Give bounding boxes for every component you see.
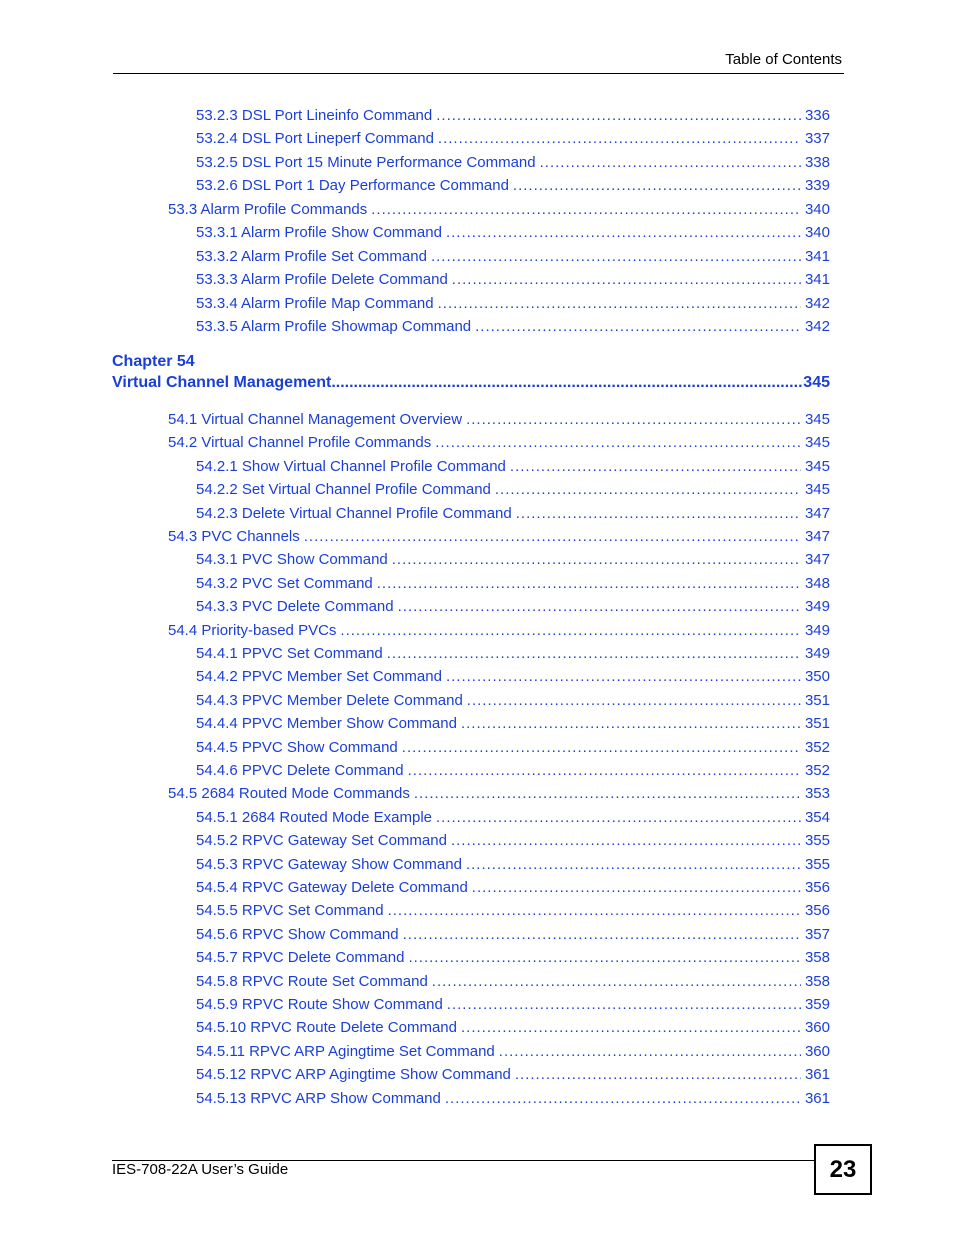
toc-entry-label: 54.5.10 RPVC Route Delete Command [196, 1019, 457, 1037]
toc-entry-page: 355 [804, 832, 830, 850]
toc-entry[interactable] [196, 1090, 830, 1110]
leader-dots [466, 856, 801, 873]
toc-entry-label: 54.2.1 Show Virtual Channel Profile Command [196, 457, 506, 475]
leader-dots [510, 458, 801, 475]
toc-entry-page: 360 [804, 1042, 830, 1060]
toc-entry-label: 54.2 Virtual Channel Profile Commands [168, 434, 432, 452]
toc-entry[interactable] [196, 224, 830, 244]
toc-entry[interactable] [168, 434, 830, 454]
toc-entry-label: 54.2.2 Set Virtual Channel Profile Command [196, 481, 491, 499]
leader-dots [466, 411, 801, 428]
leader-dots [402, 739, 801, 756]
leader-dots [447, 996, 801, 1013]
chapter-label[interactable]: Chapter 54 [112, 353, 195, 370]
leader-dots [331, 374, 803, 392]
toc-entry-page: 342 [804, 318, 830, 336]
toc-entry-label: 54.5.12 RPVC ARP Agingtime Show Command [196, 1066, 511, 1084]
leader-dots [340, 622, 801, 639]
leader-dots [438, 130, 801, 147]
toc-entry[interactable] [196, 1019, 830, 1039]
toc-entry-page: 357 [804, 925, 830, 943]
toc-entry[interactable] [168, 622, 830, 642]
toc-entry-label: 54.5.2 RPVC Gateway Set Command [196, 832, 447, 850]
toc-entry[interactable] [196, 318, 830, 338]
toc-entry-label: 54.4.3 PPVC Member Delete Command [196, 691, 463, 709]
toc-entry[interactable] [196, 481, 830, 501]
toc-entry-label: 53.3.3 Alarm Profile Delete Command [196, 271, 448, 289]
toc-entry-page: 336 [804, 107, 830, 124]
leader-dots [451, 832, 801, 849]
toc-entry-page: 361 [804, 1066, 830, 1084]
toc-entry-page: 358 [804, 972, 830, 990]
toc-entry-label: 54.4.6 PPVC Delete Command [196, 762, 404, 779]
leader-dots [304, 528, 801, 545]
toc-entry-page: 341 [804, 247, 830, 265]
toc-entry[interactable] [196, 902, 830, 922]
toc-entry-page: 345 [804, 411, 830, 428]
toc-entry[interactable] [196, 926, 830, 946]
toc-entry-label: 53.3.2 Alarm Profile Set Command [196, 247, 427, 265]
toc-entry-page: 358 [804, 949, 830, 967]
toc-entry[interactable] [196, 832, 830, 852]
toc-entry-page: 351 [804, 715, 830, 733]
toc-entry-page: 355 [804, 855, 830, 873]
toc-entry-page: 342 [804, 294, 830, 312]
toc-entry-label: 54.5.6 RPVC Show Command [196, 925, 399, 943]
toc-entry[interactable] [196, 248, 830, 268]
toc-entry[interactable] [196, 575, 830, 595]
leader-dots [371, 201, 801, 218]
toc-entry[interactable] [196, 739, 830, 759]
leader-dots [461, 715, 801, 732]
leader-dots [435, 434, 801, 451]
leader-dots [388, 902, 801, 919]
leader-dots [515, 1066, 801, 1083]
leader-dots [403, 926, 801, 943]
toc-entry[interactable] [168, 201, 830, 221]
toc-entry-label: 54.2.3 Delete Virtual Channel Profile Command [196, 504, 512, 522]
toc-entry-page: 347 [804, 528, 830, 545]
toc-entry[interactable] [168, 528, 830, 548]
toc-entry-page: 352 [804, 762, 830, 779]
leader-dots [414, 785, 801, 802]
toc-entry-page: 339 [804, 177, 830, 195]
toc-entry-page: 351 [804, 691, 830, 709]
toc-entry-page: 353 [804, 785, 830, 803]
toc-entry-label: 54.4.5 PPVC Show Command [196, 738, 398, 756]
toc-entry[interactable] [196, 295, 830, 315]
toc-entry-label: 53.3 Alarm Profile Commands [168, 200, 368, 218]
toc-entry-page: 341 [804, 271, 830, 289]
toc-entry[interactable] [196, 177, 830, 197]
toc-entry-page: 347 [804, 504, 830, 522]
toc-entry[interactable] [196, 598, 830, 618]
toc-entry-label: 54.5.7 RPVC Delete Command [196, 949, 405, 967]
leader-dots [495, 481, 801, 498]
leader-dots [446, 668, 801, 685]
toc-entry[interactable] [196, 1066, 830, 1086]
toc-entry[interactable] [196, 107, 830, 127]
toc-entry[interactable] [196, 645, 830, 665]
toc-entry[interactable] [196, 154, 830, 174]
toc-entry-label: 53.2.4 DSL Port Lineperf Command [196, 130, 434, 148]
toc-entry[interactable] [196, 668, 830, 688]
toc-entry-page: 349 [804, 598, 830, 616]
toc-entry-page: 338 [804, 153, 830, 171]
page-number: 23 [829, 1155, 857, 1183]
leader-dots [398, 598, 801, 615]
toc-entry[interactable] [168, 411, 830, 431]
toc-entry-label: 54.3.1 PVC Show Command [196, 551, 388, 569]
toc-entry-page: 361 [804, 1089, 830, 1107]
toc-entry[interactable] [196, 692, 830, 712]
toc-entry[interactable] [196, 762, 830, 782]
toc-entry-label: 54.5.8 RPVC Route Set Command [196, 972, 428, 990]
leader-dots [513, 177, 801, 194]
leader-dots [431, 248, 801, 265]
leader-dots [540, 154, 801, 171]
leader-dots [446, 224, 801, 241]
toc-entry[interactable] [168, 785, 830, 805]
toc-entry-label: 53.3.5 Alarm Profile Showmap Command [196, 318, 472, 336]
toc-entry-page: 356 [804, 902, 830, 920]
toc-entry[interactable] [196, 879, 830, 899]
toc-entry-label: 54.3.2 PVC Set Command [196, 574, 373, 592]
toc-entry-page: 348 [804, 574, 830, 592]
toc-entry-label: 53.3.1 Alarm Profile Show Command [196, 224, 442, 242]
leader-dots [408, 762, 801, 779]
footer-guide-title: IES-708-22A User’s Guide [112, 1161, 289, 1178]
toc-entry-label: 54.5.13 RPVC ARP Show Command [196, 1089, 441, 1107]
leader-dots [438, 295, 801, 312]
toc-entry-page: 337 [804, 130, 830, 148]
toc-entry-label: 54.5.4 RPVC Gateway Delete Command [196, 879, 468, 896]
toc-entry[interactable] [196, 1043, 830, 1063]
toc-entry-label: 54.5.3 RPVC Gateway Show Command [196, 855, 462, 873]
chapter-page: 345 [803, 374, 830, 391]
toc-entry-label: 54.4 Priority-based PVCs [168, 621, 337, 639]
toc-entry-label: 54.5 2684 Routed Mode Commands [168, 785, 410, 803]
toc-entry[interactable] [196, 856, 830, 876]
leader-dots [408, 949, 801, 966]
toc-entry[interactable] [196, 996, 830, 1016]
toc-entry-page: 349 [804, 621, 830, 639]
toc-entry-label: 54.3 PVC Channels [168, 528, 300, 545]
toc-entry-label: 53.2.6 DSL Port 1 Day Performance Command [196, 177, 509, 195]
leader-dots [377, 575, 801, 592]
toc-entry[interactable] [196, 949, 830, 969]
toc-entry-label: 54.5.11 RPVC ARP Agingtime Set Command [196, 1042, 495, 1060]
toc-entry-page: 359 [804, 996, 830, 1013]
toc-entry-label: 54.5.1 2684 Routed Mode Example [196, 808, 432, 826]
toc-entry-label: 54.4.1 PPVC Set Command [196, 645, 383, 662]
toc-entry-page: 350 [804, 668, 830, 686]
toc-entry-page: 347 [804, 551, 830, 569]
toc-entry-page: 340 [804, 224, 830, 242]
toc-entry-label: 54.3.3 PVC Delete Command [196, 598, 394, 616]
leader-dots [467, 692, 801, 709]
toc-entry[interactable] [196, 715, 830, 735]
page-header-title: Table of Contents [725, 51, 842, 68]
chapter-title: Virtual Channel Management [112, 374, 332, 391]
leader-dots [452, 271, 801, 288]
toc-entry-page: 360 [804, 1019, 830, 1037]
toc-entry-label: 53.2.3 DSL Port Lineinfo Command [196, 107, 433, 124]
leader-dots [475, 318, 801, 335]
toc-entry[interactable] [196, 271, 830, 291]
leader-dots [461, 1019, 801, 1036]
toc-entry-page: 349 [804, 645, 830, 662]
toc-entry-label: 54.4.4 PPVC Member Show Command [196, 715, 457, 733]
leader-dots [387, 645, 801, 662]
toc-entry-label: 54.1 Virtual Channel Management Overview [168, 411, 463, 428]
page-number-box [814, 1144, 872, 1195]
toc-entry-label: 53.2.5 DSL Port 15 Minute Performance Command [196, 153, 536, 171]
toc-entry[interactable] [196, 973, 830, 993]
toc-entry-label: 54.5.9 RPVC Route Show Command [196, 996, 443, 1013]
toc-entry[interactable] [196, 130, 830, 150]
leader-dots [499, 1043, 801, 1060]
toc-entry[interactable] [196, 551, 830, 571]
toc-entry-label: 54.4.2 PPVC Member Set Command [196, 668, 442, 686]
leader-dots [392, 551, 801, 568]
leader-dots [432, 973, 801, 990]
leader-dots [436, 107, 801, 124]
toc-entry-page: 340 [804, 200, 830, 218]
toc-entry-page: 352 [804, 738, 830, 756]
toc-entry-page: 356 [804, 879, 830, 896]
leader-dots [516, 505, 801, 522]
leader-dots [436, 809, 801, 826]
toc-entry-page: 354 [804, 808, 830, 826]
toc-entry[interactable] [196, 505, 830, 525]
toc-entry-label: 53.3.4 Alarm Profile Map Command [196, 294, 434, 312]
toc-entry-page: 345 [804, 457, 830, 475]
toc-entry-label: 54.5.5 RPVC Set Command [196, 902, 384, 920]
toc-entry[interactable] [196, 458, 830, 478]
leader-dots [472, 879, 801, 896]
header-rule [113, 73, 844, 74]
toc-entry[interactable] [196, 809, 830, 829]
chapter-title-link[interactable] [112, 374, 830, 392]
toc-entry-page: 345 [804, 434, 830, 452]
leader-dots [445, 1090, 801, 1107]
toc-entry-page: 345 [804, 481, 830, 499]
